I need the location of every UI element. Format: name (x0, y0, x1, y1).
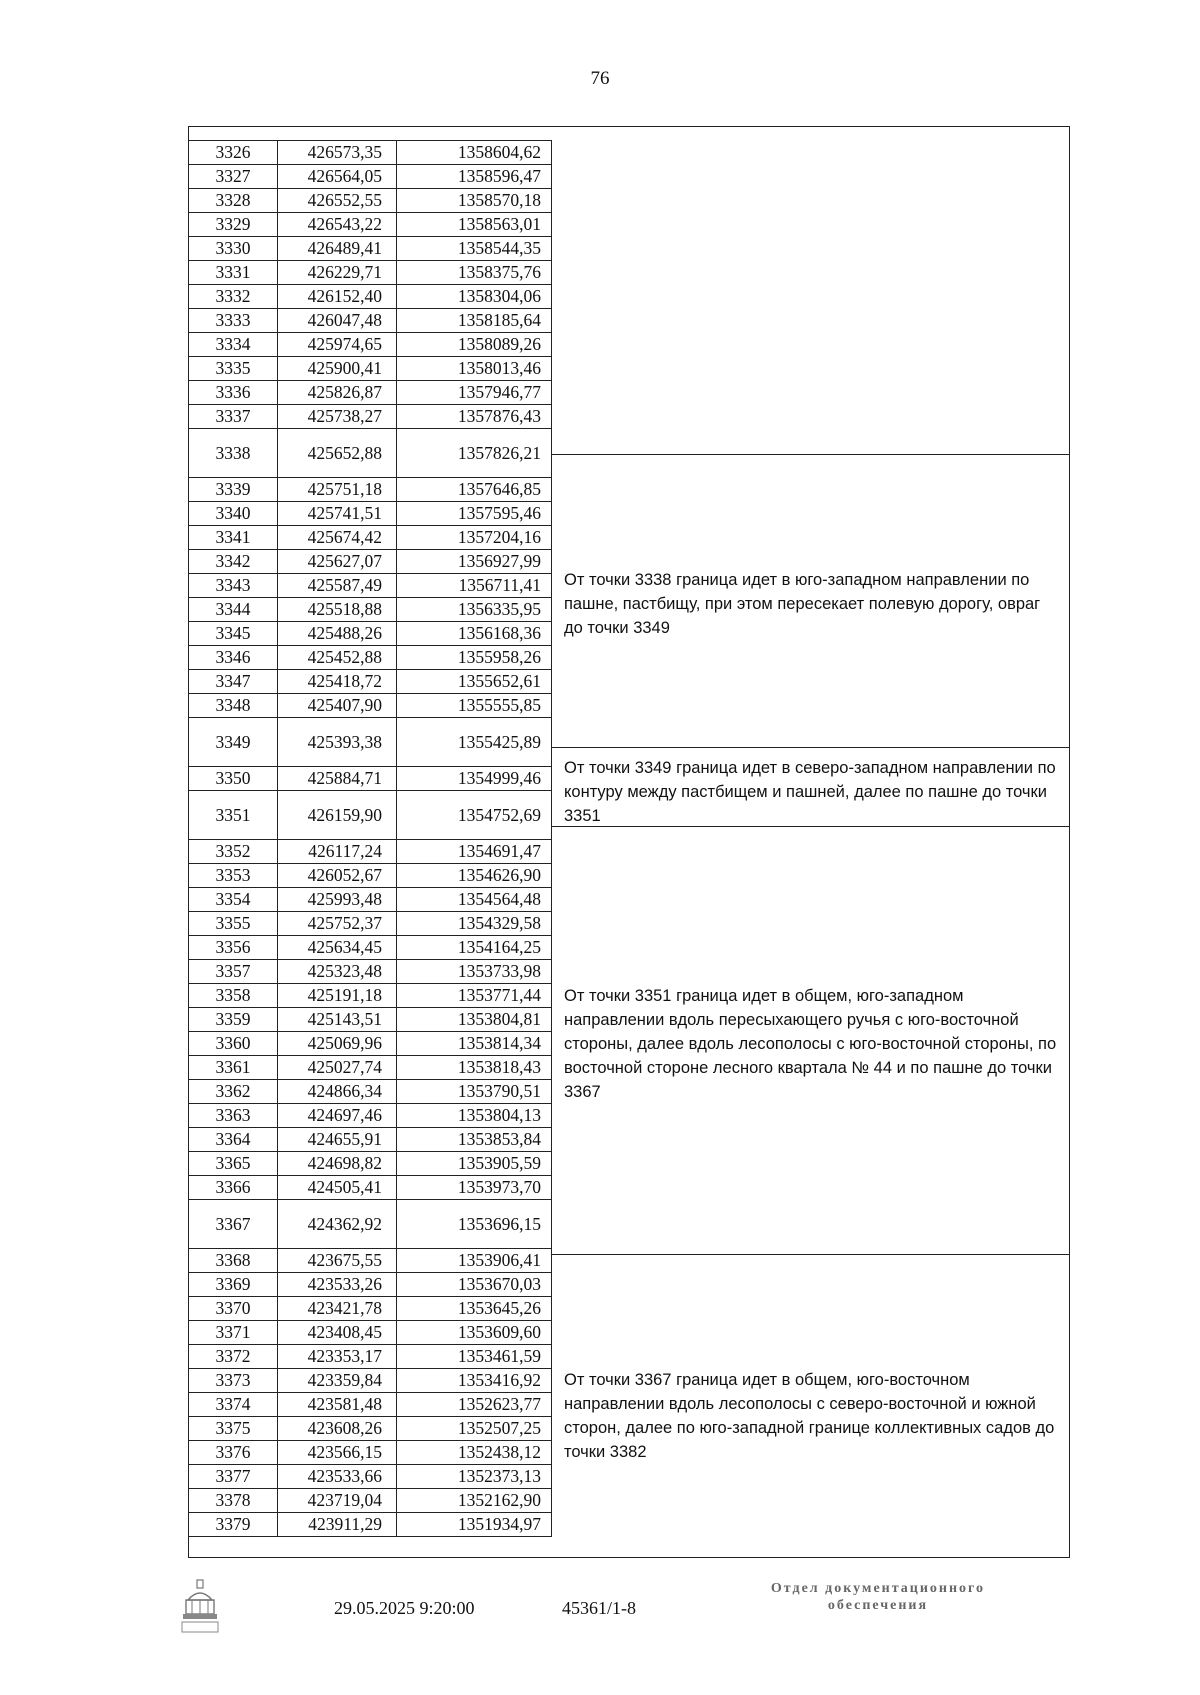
table-row (189, 1417, 552, 1441)
table-row (189, 1513, 552, 1537)
coordinates-body (189, 141, 552, 1537)
y-coordinate-cell: 1353416,92 (397, 1369, 552, 1393)
y-coordinate-cell: 1358596,47 (397, 165, 552, 189)
x-coordinate-cell: 423533,66 (278, 1465, 397, 1489)
table-row (189, 1489, 552, 1513)
point-id-cell: 3352 (189, 840, 278, 864)
y-coordinate-cell: 1353696,15 (397, 1200, 552, 1249)
point-id-cell: 3344 (189, 598, 278, 622)
x-coordinate-cell: 423566,15 (278, 1441, 397, 1465)
x-coordinate-cell: 425518,88 (278, 598, 397, 622)
y-coordinate-cell: 1352507,25 (397, 1417, 552, 1441)
x-coordinate-cell: 425974,65 (278, 333, 397, 357)
y-coordinate-cell: 1358544,35 (397, 237, 552, 261)
point-id-cell: 3356 (189, 936, 278, 960)
point-id-cell: 3359 (189, 1008, 278, 1032)
table-row (189, 309, 552, 333)
y-coordinate-cell: 1358375,76 (397, 261, 552, 285)
table-row (189, 141, 552, 165)
table-row (189, 1104, 552, 1128)
point-id-cell: 3350 (189, 767, 278, 791)
table-row (189, 1321, 552, 1345)
y-coordinate-cell: 1356711,41 (397, 574, 552, 598)
y-coordinate-cell: 1353461,59 (397, 1345, 552, 1369)
table-row (189, 429, 552, 478)
table-row (189, 1152, 552, 1176)
logo-emblem (180, 1578, 220, 1641)
table-row (189, 888, 552, 912)
y-coordinate-cell: 1353804,81 (397, 1008, 552, 1032)
row-divider-3349 (552, 747, 1070, 748)
y-coordinate-cell: 1353853,84 (397, 1128, 552, 1152)
footer-date: 29.05.2025 9:20:00 (334, 1598, 475, 1618)
point-id-cell: 3346 (189, 646, 278, 670)
point-id-cell: 3355 (189, 912, 278, 936)
x-coordinate-cell: 425738,27 (278, 405, 397, 429)
department-stamp (728, 1580, 1028, 1614)
x-coordinate-cell: 425069,96 (278, 1032, 397, 1056)
point-id-cell: 3327 (189, 165, 278, 189)
table-row (189, 261, 552, 285)
y-coordinate-cell: 1352623,77 (397, 1393, 552, 1417)
x-coordinate-cell: 424697,46 (278, 1104, 397, 1128)
y-coordinate-cell: 1358563,01 (397, 213, 552, 237)
table-row (189, 478, 552, 502)
x-coordinate-cell: 425407,90 (278, 694, 397, 718)
point-id-cell: 3369 (189, 1273, 278, 1297)
y-coordinate-cell: 1355652,61 (397, 670, 552, 694)
table-row (189, 237, 552, 261)
table-row (189, 646, 552, 670)
point-id-cell: 3349 (189, 718, 278, 767)
stamp-line-2: обеспечения (827, 1598, 929, 1613)
table-row (189, 960, 552, 984)
description-3351: От точки 3351 граница идет в общем, юго-западном направлении вдоль пересыхающего ручья с юго-восточной стороны, далее вдоль лесополосы с юго-восточной стороны, по восточной стороне лесного квартала № 44 и по пашне до точки 3367 (564, 987, 1057, 1101)
x-coordinate-cell: 425627,07 (278, 550, 397, 574)
x-coordinate-cell: 424655,91 (278, 1128, 397, 1152)
y-coordinate-cell: 1355555,85 (397, 694, 552, 718)
x-coordinate-cell: 423581,48 (278, 1393, 397, 1417)
y-coordinate-cell: 1354999,46 (397, 767, 552, 791)
point-id-cell: 3326 (189, 141, 278, 165)
table-row (189, 984, 552, 1008)
description-3349: От точки 3349 граница идет в северо-западном направлении по контуру между пастбищем и пашней, далее по пашне до точки 3351 (564, 759, 1056, 825)
point-id-cell: 3332 (189, 285, 278, 309)
x-coordinate-cell: 425752,37 (278, 912, 397, 936)
x-coordinate-cell: 425452,88 (278, 646, 397, 670)
x-coordinate-cell: 426229,71 (278, 261, 397, 285)
table-row (189, 864, 552, 888)
row-divider-3367 (552, 1254, 1070, 1255)
point-id-cell: 3340 (189, 502, 278, 526)
point-id-cell: 3358 (189, 984, 278, 1008)
point-id-cell: 3330 (189, 237, 278, 261)
x-coordinate-cell: 423408,45 (278, 1321, 397, 1345)
table-row (189, 598, 552, 622)
x-coordinate-cell: 425393,38 (278, 718, 397, 767)
x-coordinate-cell: 425587,49 (278, 574, 397, 598)
table-row (189, 912, 552, 936)
y-coordinate-cell: 1353814,34 (397, 1032, 552, 1056)
point-id-cell: 3339 (189, 478, 278, 502)
x-coordinate-cell: 425674,42 (278, 526, 397, 550)
y-coordinate-cell: 1356927,99 (397, 550, 552, 574)
x-coordinate-cell: 425143,51 (278, 1008, 397, 1032)
table-row (189, 1249, 552, 1273)
y-coordinate-cell: 1353670,03 (397, 1273, 552, 1297)
point-id-cell: 3370 (189, 1297, 278, 1321)
stamp-line-1: Отдел документационного (770, 1581, 986, 1596)
y-coordinate-cell: 1353973,70 (397, 1176, 552, 1200)
x-coordinate-cell: 426552,55 (278, 189, 397, 213)
table-row (189, 333, 552, 357)
x-coordinate-cell: 426159,90 (278, 791, 397, 840)
y-coordinate-cell: 1358304,06 (397, 285, 552, 309)
point-id-cell: 3343 (189, 574, 278, 598)
coordinates-table (188, 140, 552, 1537)
x-coordinate-cell: 425900,41 (278, 357, 397, 381)
table-row (189, 526, 552, 550)
x-coordinate-cell: 426052,67 (278, 864, 397, 888)
point-id-cell: 3367 (189, 1200, 278, 1249)
table-row (189, 791, 552, 840)
point-id-cell: 3375 (189, 1417, 278, 1441)
point-id-cell: 3334 (189, 333, 278, 357)
x-coordinate-cell: 425191,18 (278, 984, 397, 1008)
y-coordinate-cell: 1352438,12 (397, 1441, 552, 1465)
y-coordinate-cell: 1356168,36 (397, 622, 552, 646)
y-coordinate-cell: 1352373,13 (397, 1465, 552, 1489)
point-id-cell: 3365 (189, 1152, 278, 1176)
table-row (189, 1128, 552, 1152)
table-row (189, 1369, 552, 1393)
x-coordinate-cell: 426543,22 (278, 213, 397, 237)
y-coordinate-cell: 1357646,85 (397, 478, 552, 502)
point-id-cell: 3360 (189, 1032, 278, 1056)
point-id-cell: 3342 (189, 550, 278, 574)
point-id-cell: 3333 (189, 309, 278, 333)
row-divider-3338 (552, 454, 1070, 455)
point-id-cell: 3372 (189, 1345, 278, 1369)
x-coordinate-cell: 426573,35 (278, 141, 397, 165)
table-row (189, 670, 552, 694)
y-coordinate-cell: 1355425,89 (397, 718, 552, 767)
x-coordinate-cell: 423533,26 (278, 1273, 397, 1297)
table-row (189, 1441, 552, 1465)
table-row (189, 936, 552, 960)
x-coordinate-cell: 423719,04 (278, 1489, 397, 1513)
x-coordinate-cell: 424362,92 (278, 1200, 397, 1249)
y-coordinate-cell: 1357876,43 (397, 405, 552, 429)
point-id-cell: 3338 (189, 429, 278, 478)
point-id-cell: 3353 (189, 864, 278, 888)
y-coordinate-cell: 1358089,26 (397, 333, 552, 357)
point-id-cell: 3368 (189, 1249, 278, 1273)
table-row (189, 502, 552, 526)
x-coordinate-cell: 426489,41 (278, 237, 397, 261)
y-coordinate-cell: 1353906,41 (397, 1249, 552, 1273)
y-coordinate-cell: 1358185,64 (397, 309, 552, 333)
point-id-cell: 3351 (189, 791, 278, 840)
table-row (189, 1176, 552, 1200)
point-id-cell: 3364 (189, 1128, 278, 1152)
point-id-cell: 3337 (189, 405, 278, 429)
table-row (189, 1465, 552, 1489)
y-coordinate-cell: 1357946,77 (397, 381, 552, 405)
table-row (189, 1032, 552, 1056)
table-row (189, 718, 552, 767)
table-row (189, 1345, 552, 1369)
table-row (189, 405, 552, 429)
y-coordinate-cell: 1353804,13 (397, 1104, 552, 1128)
y-coordinate-cell: 1354752,69 (397, 791, 552, 840)
point-id-cell: 3376 (189, 1441, 278, 1465)
point-id-cell: 3331 (189, 261, 278, 285)
y-coordinate-cell: 1352162,90 (397, 1489, 552, 1513)
point-id-cell: 3341 (189, 526, 278, 550)
x-coordinate-cell: 423675,55 (278, 1249, 397, 1273)
point-id-cell: 3373 (189, 1369, 278, 1393)
x-coordinate-cell: 426117,24 (278, 840, 397, 864)
x-coordinate-cell: 425826,87 (278, 381, 397, 405)
table-row (189, 189, 552, 213)
point-id-cell: 3371 (189, 1321, 278, 1345)
table-row (189, 1393, 552, 1417)
x-coordinate-cell: 423608,26 (278, 1417, 397, 1441)
x-coordinate-cell: 426152,40 (278, 285, 397, 309)
x-coordinate-cell: 426564,05 (278, 165, 397, 189)
table-row (189, 694, 552, 718)
table-row (189, 1297, 552, 1321)
y-coordinate-cell: 1353790,51 (397, 1080, 552, 1104)
point-id-cell: 3348 (189, 694, 278, 718)
y-coordinate-cell: 1353609,60 (397, 1321, 552, 1345)
table-row (189, 574, 552, 598)
x-coordinate-cell: 423353,17 (278, 1345, 397, 1369)
x-coordinate-cell: 423421,78 (278, 1297, 397, 1321)
point-id-cell: 3374 (189, 1393, 278, 1417)
point-id-cell: 3347 (189, 670, 278, 694)
point-id-cell: 3379 (189, 1513, 278, 1537)
x-coordinate-cell: 426047,48 (278, 309, 397, 333)
y-coordinate-cell: 1353733,98 (397, 960, 552, 984)
y-coordinate-cell: 1354626,90 (397, 864, 552, 888)
x-coordinate-cell: 425652,88 (278, 429, 397, 478)
y-coordinate-cell: 1356335,95 (397, 598, 552, 622)
point-id-cell: 3328 (189, 189, 278, 213)
x-coordinate-cell: 424505,41 (278, 1176, 397, 1200)
x-coordinate-cell: 425751,18 (278, 478, 397, 502)
point-id-cell: 3361 (189, 1056, 278, 1080)
y-coordinate-cell: 1354329,58 (397, 912, 552, 936)
y-coordinate-cell: 1357595,46 (397, 502, 552, 526)
y-coordinate-cell: 1357204,16 (397, 526, 552, 550)
x-coordinate-cell: 425418,72 (278, 670, 397, 694)
x-coordinate-cell: 425323,48 (278, 960, 397, 984)
x-coordinate-cell: 425634,45 (278, 936, 397, 960)
table-row (189, 767, 552, 791)
point-id-cell: 3363 (189, 1104, 278, 1128)
y-coordinate-cell: 1353771,44 (397, 984, 552, 1008)
point-id-cell: 3366 (189, 1176, 278, 1200)
table-row (189, 1200, 552, 1249)
y-coordinate-cell: 1353645,26 (397, 1297, 552, 1321)
x-coordinate-cell: 424698,82 (278, 1152, 397, 1176)
description-3338: От точки 3338 граница идет в юго-западном направлении по пашне, пастбищу, при этом пересекает полевую дорогу, овраг до точки 3349 (564, 571, 1041, 637)
x-coordinate-cell: 425741,51 (278, 502, 397, 526)
point-id-cell: 3335 (189, 357, 278, 381)
table-row (189, 213, 552, 237)
point-id-cell: 3377 (189, 1465, 278, 1489)
point-id-cell: 3336 (189, 381, 278, 405)
y-coordinate-cell: 1358570,18 (397, 189, 552, 213)
table-row (189, 1008, 552, 1032)
y-coordinate-cell: 1354564,48 (397, 888, 552, 912)
description-3367: От точки 3367 граница идет в общем, юго-восточном направлении вдоль лесополосы с северо-восточной и южной сторон, далее по юго-западной границе коллективных садов до точки 3382 (564, 1371, 1055, 1461)
x-coordinate-cell: 425027,74 (278, 1056, 397, 1080)
x-coordinate-cell: 423359,84 (278, 1369, 397, 1393)
table-row (189, 1056, 552, 1080)
point-id-cell: 3357 (189, 960, 278, 984)
y-coordinate-cell: 1355958,26 (397, 646, 552, 670)
point-id-cell: 3378 (189, 1489, 278, 1513)
table-row (189, 285, 552, 309)
point-id-cell: 3329 (189, 213, 278, 237)
table-row (189, 840, 552, 864)
point-id-cell: 3345 (189, 622, 278, 646)
footer-document-number: 45361/1-8 (562, 1598, 636, 1618)
x-coordinate-cell: 425884,71 (278, 767, 397, 791)
y-coordinate-cell: 1358013,46 (397, 357, 552, 381)
table-row (189, 550, 552, 574)
y-coordinate-cell: 1358604,62 (397, 141, 552, 165)
table-row (189, 1080, 552, 1104)
x-coordinate-cell: 424866,34 (278, 1080, 397, 1104)
table-row (189, 381, 552, 405)
table-row (189, 165, 552, 189)
y-coordinate-cell: 1351934,97 (397, 1513, 552, 1537)
point-id-cell: 3362 (189, 1080, 278, 1104)
y-coordinate-cell: 1353818,43 (397, 1056, 552, 1080)
y-coordinate-cell: 1357826,21 (397, 429, 552, 478)
table-row (189, 622, 552, 646)
table-row (189, 1273, 552, 1297)
y-coordinate-cell: 1354691,47 (397, 840, 552, 864)
y-coordinate-cell: 1353905,59 (397, 1152, 552, 1176)
x-coordinate-cell: 425488,26 (278, 622, 397, 646)
table-row (189, 357, 552, 381)
point-id-cell: 3354 (189, 888, 278, 912)
x-coordinate-cell: 423911,29 (278, 1513, 397, 1537)
page-number: 76 (590, 68, 610, 89)
x-coordinate-cell: 425993,48 (278, 888, 397, 912)
y-coordinate-cell: 1354164,25 (397, 936, 552, 960)
